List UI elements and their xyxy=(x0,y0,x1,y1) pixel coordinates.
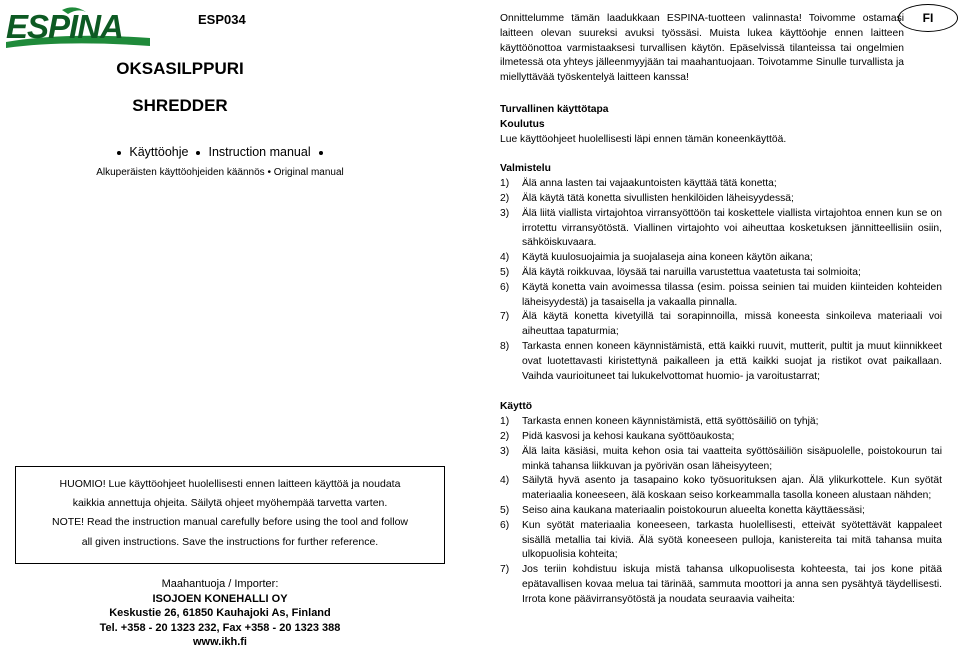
list-item: 2) Älä käytä tätä konetta sivullisten henkilöiden läheisyydessä; xyxy=(500,192,794,204)
usage-list xyxy=(500,415,942,607)
manual-line xyxy=(0,145,440,159)
title-english: SHREDDER xyxy=(132,96,228,115)
list-item: 5) Älä käytä roikkuvaa, löysää tai naruilla varustettua vaatetusta tai solmioita; xyxy=(500,266,861,278)
training-heading: Koulutus xyxy=(500,118,545,130)
cover-column xyxy=(0,0,480,647)
bullet-icon xyxy=(319,151,323,155)
notice-line: HUOMIO! Lue käyttöohjeet huolellisesti ennen laitteen käyttöä ja noudata xyxy=(59,478,401,490)
manual-en: Instruction manual xyxy=(208,145,311,159)
product-code: ESP034 xyxy=(198,12,246,27)
notice-line: all given instructions. Save the instructions for further reference. xyxy=(81,535,379,548)
original-manual-note: Alkuperäisten käyttöohjeiden käännös • Original manual xyxy=(96,167,344,178)
notice-line: NOTE! Read the instruction manual carefully before using the tool and follow xyxy=(51,516,409,529)
training-text: Lue käyttöohjeet huolellisesti läpi ennen tämän koneenkäyttöä. xyxy=(500,133,787,145)
intro-text: Onnittelumme tämän laadukkaan ESPINA-tuotteen valinnasta! Toivomme ostamasi laitteen olevan suureksi avuksi työssäsi. Muista lukea käyttöohje ennen laitteen käyttöönottoa varmistaaksesi turvallisen käytön. Epäselvissä tilanteissa tai ongelmien ilmetessä ota yhteys jälleenmyyjään tai maahantuojaan. Toivotamme Sinulle turvallista ja miellyttävää työskentelyä laitteen kanssa! xyxy=(500,13,904,84)
importer-phone: Tel. +358 - 20 1323 232, Fax +358 - 20 1323 388 xyxy=(99,621,341,634)
list-item: 3) Älä laita käsiäsi, muita kehon osia tai vaatteita syöttösäiliön sisäpuolelle, poistokourun tai minkä tahansa liikkuvan ja pyörivän osan läheisyyteen; xyxy=(500,445,942,472)
list-item: 2) Pidä kasvosi ja kehosi kaukana syöttöaukosta; xyxy=(500,430,735,442)
list-item: 7) Älä käytä konetta kivetyillä tai sorapinnoilla, missä koneesta sinkoileva materiaali voi aiheuttaa tapaturmia; xyxy=(500,311,942,338)
svg-text:ESPINA: ESPINA xyxy=(6,8,123,45)
importer-web: www.ikh.fi xyxy=(193,636,247,648)
list-item: 1) Tarkasta ennen koneen käynnistämistä, että syöttösäiliö on tyhjä; xyxy=(500,416,819,428)
notice-box xyxy=(15,466,445,564)
content-column xyxy=(500,0,942,607)
importer-address: Keskustie 26, 61850 Kauhajoki As, Finland xyxy=(109,607,331,619)
safety-heading: Turvallinen käyttötapa xyxy=(500,103,609,115)
bullet-icon xyxy=(196,151,200,155)
list-item: 4) Säilytä hyvä asento ja tasapaino koko työsuorituksen ajan. Älä ylikurkottele. Kun syötät materiaalia koneeseen, älä koskaan seiso korkeammalla tasolla koneen alustaan nähden; xyxy=(500,475,942,502)
notice-line: kaikkia annettuja ohjeita. Säilytä ohjeet myöhempää tarvetta varten. xyxy=(72,497,388,510)
list-item: 6) Kun syötät materiaalia koneeseen, tarkasta huolellisesti, etteivät syötettävät kappaleet sisällä metallia tai kiviä. Älä syötä koneeseen pulloja, kanistereita tai mitä tahansa muita ulkopuolisia kohteita; xyxy=(500,519,942,561)
manual-fi: Käyttöohje xyxy=(129,145,189,159)
list-item: 3) Älä liitä viallista virtajohtoa virransyöttöön tai koskettele viallista virtajohtoa ennen kun se on irrotettu virransyötöstä. Viallinen virtajohto voi aiheuttaa kosketuksen jännitteellisiin osiin, sähköiskuvaara. xyxy=(500,207,942,249)
language-badge: FI xyxy=(898,4,958,32)
espina-logo xyxy=(4,2,152,50)
importer-name: ISOJOEN KONEHALLI OY xyxy=(152,592,288,605)
usage-heading: Käyttö xyxy=(500,401,533,413)
list-item: 4) Käytä kuulosuojaimia ja suojalaseja aina koneen käytön aikana; xyxy=(500,252,813,264)
preparation-list xyxy=(500,177,942,384)
list-item: 5) Seiso aina kaukana materiaalin poistokourun alueelta konetta käyttäessäsi; xyxy=(500,504,865,516)
list-item: 7) Jos teriin kohdistuu iskuja mistä tahansa ulkopuolisesta kohteesta, tai jos kone pitää epätavallisen kovaa melua tai tärinää, sammuta moottori ja anna sen pysähtyä täydellisesti. Irrota kone päävirransyötöstä ja noudata seuraavia vaiheita: xyxy=(500,564,942,605)
importer-block xyxy=(0,577,440,650)
list-item: 1) Älä anna lasten tai vajaakuntoisten käyttää tätä konetta; xyxy=(500,178,777,190)
list-item: 8) Tarkasta ennen koneen käynnistämistä, että kaikki ruuvit, mutterit, pultit ja muut kiinnikkeet ovat luotettavasti kiristettynä paikalleen ja että kaikki suojat ja ristikot ovat paikallaan. Vaihda vaurioituneet tai lukukelvottomat huomio- ja varoitustarrat; xyxy=(500,340,942,382)
list-item: 6) Käytä konetta vain avoimessa tilassa (esim. poissa seinien tai muiden kiinteiden kohteiden läheisyydestä) ja tasaisella ja vakaalla pinnalla. xyxy=(500,281,942,308)
title-finnish: OKSASILPPURI xyxy=(116,59,244,78)
importer-label: Maahantuoja / Importer: xyxy=(161,578,279,590)
preparation-heading: Valmistelu xyxy=(500,163,551,175)
bullet-icon xyxy=(117,151,121,155)
